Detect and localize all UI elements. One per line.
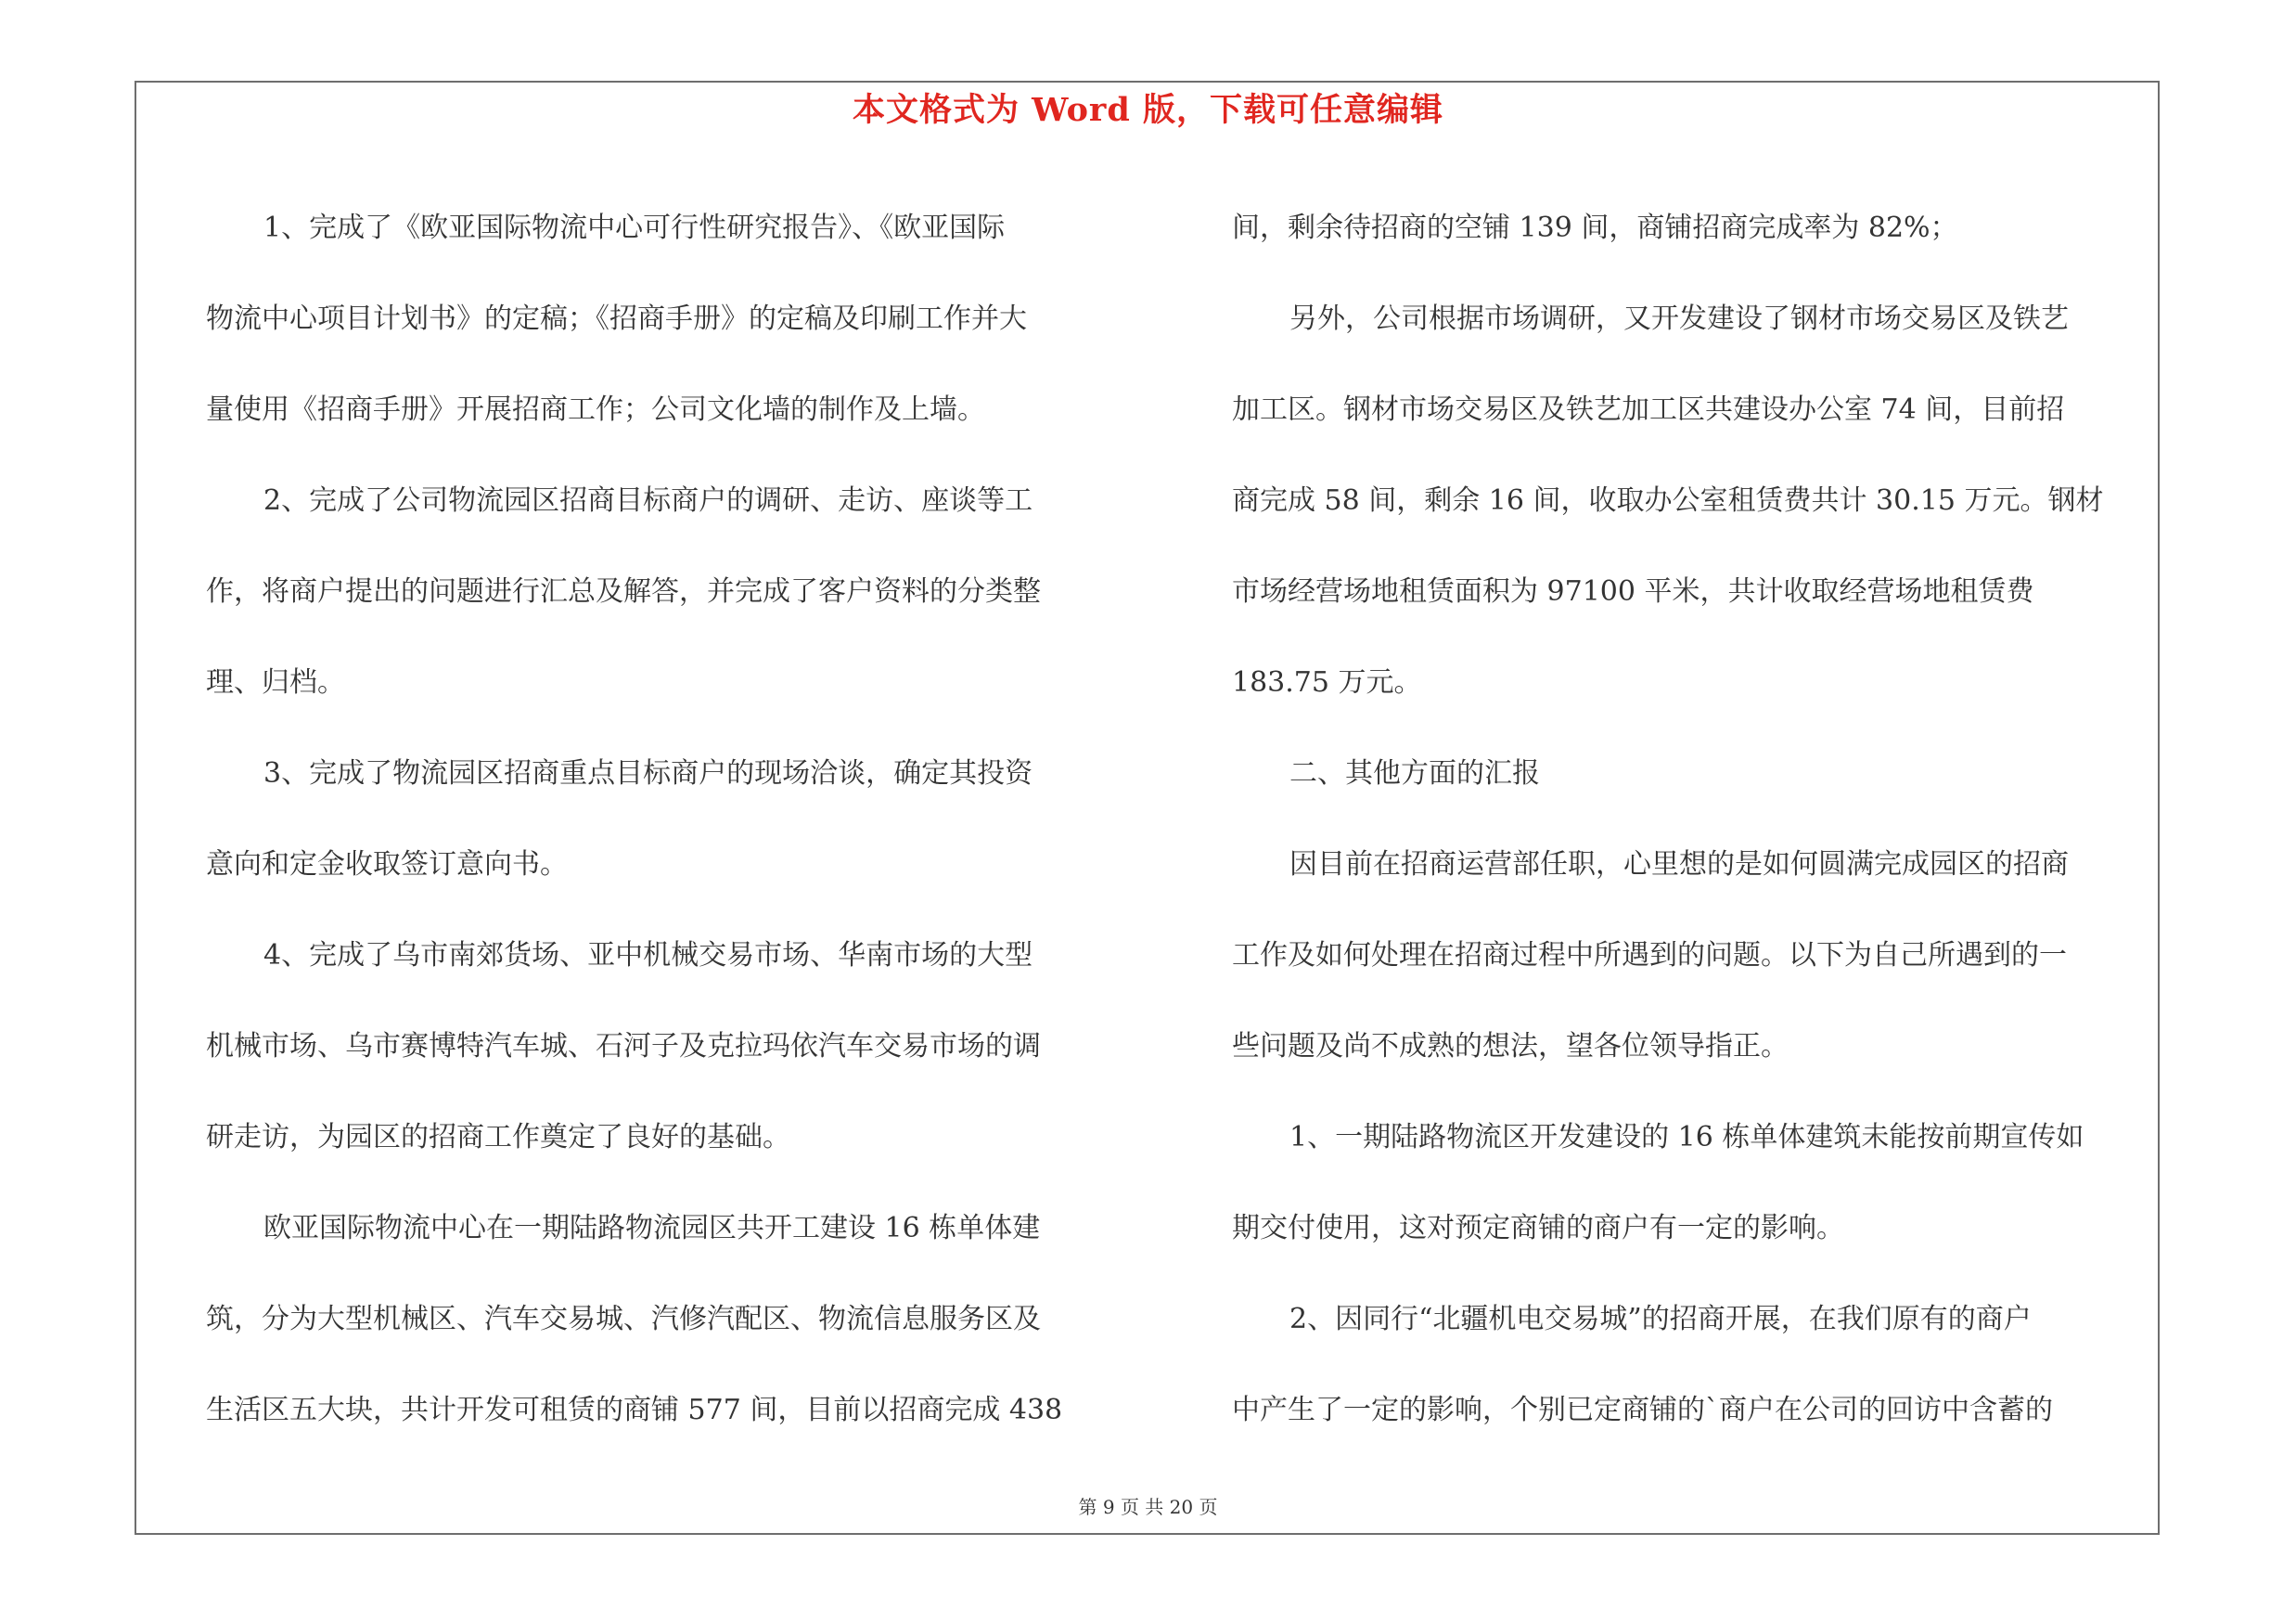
text-line: 市场经营场地租赁面积为 97100 平米，共计收取经营场地租赁费 (1232, 575, 2034, 608)
text-line: 中产生了一定的影响，个别已定商铺的`商户在公司的回访中含蓄的 (1232, 1394, 2053, 1426)
text-line: 间，剩余待招商的空铺 139 间，商铺招商完成率为 82%； (1232, 212, 1958, 244)
text-line: 作，将商户提出的问题进行汇总及解答，并完成了客户资料的分类整 (206, 575, 1041, 608)
text-line: 二、其他方面的汇报 (1289, 757, 1540, 790)
text-line: 量使用《招商手册》开展招商工作；公司文化墙的制作及上墙。 (206, 393, 985, 426)
text-line: 商完成 58 间，剩余 16 间，收取办公室租赁费共计 30.15 万元。钢材 (1232, 484, 2104, 517)
text-line: 研走访，为园区的招商工作奠定了良好的基础。 (206, 1121, 790, 1153)
text-line: 加工区。钢材市场交易区及铁艺加工区共建设办公室 74 间，目前招 (1232, 393, 2065, 426)
text-line: 3、完成了物流园区招商重点目标商户的现场洽谈，确定其投资 (263, 757, 1033, 790)
text-line: 机械市场、乌市赛博特汽车城、石河子及克拉玛依汽车交易市场的调 (206, 1030, 1041, 1063)
text-line: 1、完成了《欧亚国际物流中心可行性研究报告》、《欧亚国际 (263, 212, 1006, 244)
text-line: 另外，公司根据市场调研，又开发建设了钢材市场交易区及铁艺 (1289, 303, 2069, 335)
text-line: 期交付使用，这对预定商铺的商户有一定的影响。 (1232, 1212, 1844, 1244)
text-line: 生活区五大块，共计开发可租赁的商铺 577 间，目前以招商完成 438 (206, 1394, 1063, 1426)
text-line: 理、归档。 (206, 666, 345, 699)
format-banner: 本文格式为 Word 版，下载可任意编辑 (852, 91, 1444, 129)
text-line: 2、因同行“北疆机电交易城”的招商开展，在我们原有的商户 (1289, 1303, 2032, 1335)
text-line: 因目前在招商运营部任职，心里想的是如何圆满完成园区的招商 (1289, 848, 2069, 881)
text-line: 欧亚国际物流中心在一期陆路物流园区共开工建设 16 栋单体建 (263, 1212, 1041, 1244)
text-line: 物流中心项目计划书》的定稿；《招商手册》的定稿及印刷工作并大 (206, 303, 1027, 335)
text-line: 4、完成了乌市南郊货场、亚中机械交易市场、华南市场的大型 (263, 939, 1033, 972)
text-line: 1、一期陆路物流区开发建设的 16 栋单体建筑未能按前期宣传如 (1289, 1121, 2084, 1153)
right-text-column (1232, 183, 2146, 1456)
text-line: 183.75 万元。 (1232, 666, 1422, 699)
text-line: 工作及如何处理在招商过程中所遇到的问题。以下为自己所遇到的一 (1232, 939, 2067, 972)
page-number-footer: 第 9 页 共 20 页 (1078, 1496, 1218, 1518)
left-text-column (206, 183, 1120, 1456)
text-line: 2、完成了公司物流园区招商目标商户的调研、走访、座谈等工 (263, 484, 1033, 517)
text-line: 意向和定金收取签订意向书。 (206, 848, 568, 881)
text-line: 筑，分为大型机械区、汽车交易城、汽修汽配区、物流信息服务区及 (206, 1303, 1041, 1335)
text-line: 些问题及尚不成熟的想法，望各位领导指正。 (1232, 1030, 1789, 1063)
